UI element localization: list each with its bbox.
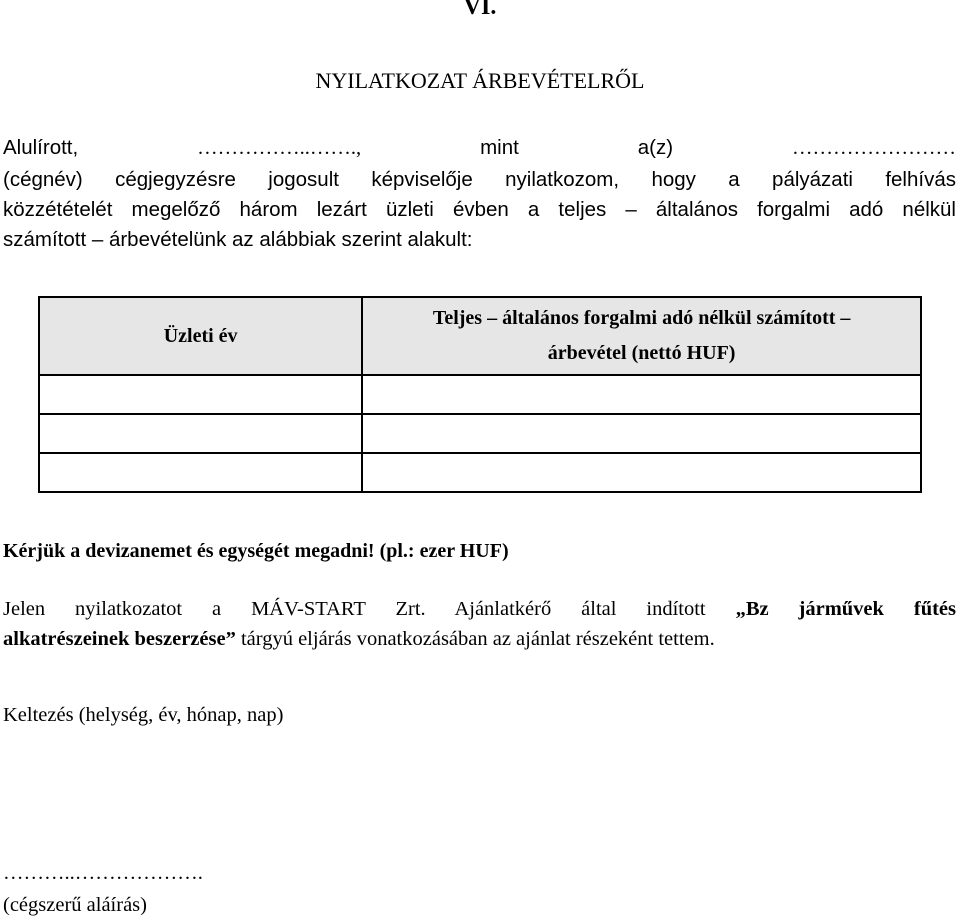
signature-label: (cégszerű aláírás) xyxy=(3,894,147,916)
table-row xyxy=(39,414,921,453)
header-revenue-line-2: árbevétel (nettó HUF) xyxy=(547,342,736,364)
table-row xyxy=(39,453,921,492)
year-cell[interactable] xyxy=(39,453,362,492)
intro-line-3: közzétételét megelőző három lezárt üzleti évben a teljes – általános forgalmi adó nélkül xyxy=(3,198,956,221)
statement-line-2 xyxy=(3,628,715,651)
intro-middle: mint a(z) xyxy=(480,136,674,159)
revenue-cell[interactable] xyxy=(362,375,921,414)
revenue-cell[interactable] xyxy=(362,453,921,492)
document-title: NYILATKOZAT ÁRBEVÉTELRŐL xyxy=(315,68,645,93)
statement-text-end: tárgyú eljárás vonatkozásában az ajánlat részeként tettem. xyxy=(235,628,715,650)
company-name-placeholder: ……………..……., xyxy=(197,137,362,159)
company-placeholder-dots: …………………… xyxy=(791,137,956,159)
signature-line: ………..………………. xyxy=(3,862,203,884)
table-header-row xyxy=(39,297,921,375)
section-number: VI. xyxy=(463,0,497,20)
statement-text: Jelen nyilatkozatot a MÁV-START Zrt. Ajánlatkérő által indított xyxy=(3,598,706,620)
year-cell[interactable] xyxy=(39,375,362,414)
revenue-cell[interactable] xyxy=(362,414,921,453)
header-revenue xyxy=(362,297,921,375)
intro-line-4: számított – árbevételünk az alábbiak szerint alakult: xyxy=(3,228,473,251)
revenue-table xyxy=(38,296,922,493)
header-business-year-label: Üzleti év xyxy=(163,324,238,347)
procurement-subject-part-2: alkatrészeinek beszerzése” xyxy=(3,628,236,650)
year-cell[interactable] xyxy=(39,414,362,453)
header-business-year xyxy=(39,297,362,375)
intro-line-2: (cégnév) cégjegyzésre jogosult képviselője nyilatkozom, hogy a pályázati felhívás xyxy=(3,168,956,191)
dating-label: Keltezés (helység, év, hónap, nap) xyxy=(3,704,284,726)
procurement-subject-part-1: „Bz járművek fűtés xyxy=(735,598,957,620)
header-revenue-line-1: Teljes – általános forgalmi adó nélkül számított – xyxy=(432,307,851,329)
table-row xyxy=(39,375,921,414)
intro-prefix: Alulírott, xyxy=(3,136,79,159)
statement-line-1 xyxy=(3,598,956,621)
currency-note: Kérjük a devizanemet és egységét megadni! (pl.: ezer HUF) xyxy=(3,540,509,562)
intro-line-1 xyxy=(3,136,956,160)
